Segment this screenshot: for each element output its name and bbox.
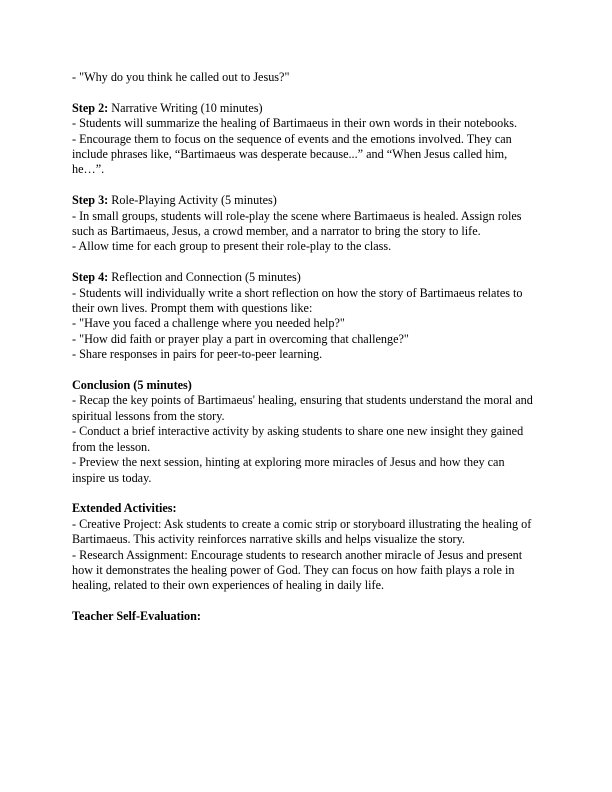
extended-activities-heading: Extended Activities: — [72, 501, 177, 516]
step-3-line: - In small groups, students will role-play the scene where Bartimaeus is healed. Assign roles such as Bartimaeus, Jesus, a crowd member, and a narrator to bring the story to life. — [72, 208, 522, 239]
step-3-line: - Allow time for each group to present their role-play to the class. — [72, 239, 392, 254]
step-2-heading — [72, 101, 540, 116]
section-conclusion — [72, 378, 540, 486]
section-step-4 — [72, 270, 540, 362]
step-4-line: - "Have you faced a challenge where you needed help?" — [72, 316, 345, 331]
conclusion-line: - Preview the next session, hinting at exploring more miracles of Jesus and how they can inspire us today. — [72, 455, 505, 485]
step-4-line: - Students will individually write a short reflection on how the story of Bartimaeus relates to their own lives. Prompt them with questions like: — [72, 285, 523, 316]
discussion-question: - "Why do you think he called out to Jesus?" — [72, 70, 290, 84]
step-4-line: - "How did faith or prayer play a part in overcoming that challenge?" — [72, 331, 409, 346]
extended-activities-line: - Creative Project: Ask students to create a comic strip or storyboard illustrating the healing of Bartimaeus. This activity reinforces narrative skills and helps visualize the story. — [72, 516, 532, 547]
step-2-line: - Students will summarize the healing of Bartimaeus in their own words in their notebooks. — [72, 116, 518, 131]
step-3-title: Role-Playing Activity (5 minutes) — [108, 193, 277, 208]
section-teacher-self-evaluation — [72, 609, 540, 624]
section-step-3 — [72, 193, 540, 255]
step-4-heading — [72, 270, 540, 285]
step-4-line: - Share responses in pairs for peer-to-peer learning. — [72, 347, 323, 362]
discussion-question-block — [72, 70, 540, 85]
conclusion-line: - Recap the key points of Bartimaeus' healing, ensuring that students understand the moral and spiritual lessons from the story. — [72, 393, 533, 423]
step-4-label: Step 4: — [72, 270, 109, 285]
step-2-label: Step 2: — [72, 100, 109, 115]
conclusion-line: - Conduct a brief interactive activity by asking students to share one new insight they gained from the lesson. — [72, 424, 524, 454]
step-2-line: - Encourage them to focus on the sequence of events and the emotions involved. They can include phrases like, “Bartimaeus was desperate because...” and “When Jesus called him, he…”. — [72, 131, 512, 177]
conclusion-heading: Conclusion (5 minutes) — [72, 378, 192, 393]
section-step-2 — [72, 101, 540, 178]
step-3-label: Step 3: — [72, 193, 109, 208]
extended-activities-line: - Research Assignment: Encourage students to research another miracle of Jesus and present how it demonstrates the healing power of God. They can focus on how faith plays a role in healing, related to their own experiences of healing in daily life. — [72, 547, 523, 593]
section-extended-activities — [72, 501, 540, 593]
step-4-title: Reflection and Connection (5 minutes) — [108, 270, 301, 285]
step-3-heading — [72, 193, 540, 208]
teacher-self-evaluation-heading: Teacher Self-Evaluation: — [72, 609, 201, 624]
step-2-title: Narrative Writing (10 minutes) — [108, 100, 263, 115]
